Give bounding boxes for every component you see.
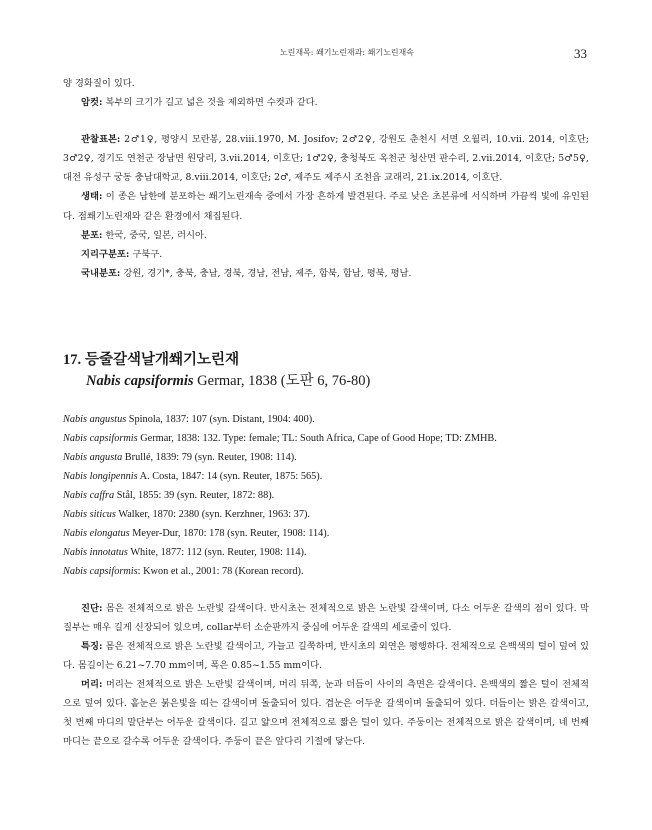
ecology-paragraph <box>63 187 589 225</box>
synonym-name: Nabis capsiformis <box>63 565 138 577</box>
features-label: 특징: <box>81 640 103 652</box>
distribution-paragraph <box>63 226 589 245</box>
body-text <box>63 74 589 751</box>
distribution-text: 한국, 중국, 일본, 러시아. <box>105 229 207 241</box>
female-label: 암컷: <box>81 97 103 109</box>
synonym-name: Nabis angustus <box>63 413 127 425</box>
domestic-label: 국내분포: <box>81 267 121 279</box>
synonym-list <box>63 411 589 582</box>
description <box>63 599 589 752</box>
species-korean-name: 등줄갈색날개쐐기노린재 <box>85 351 240 368</box>
synonym-name: Nabis caffra <box>63 489 115 501</box>
synonym-name: Nabis elongatus <box>63 527 130 539</box>
head-label: 머리: <box>81 678 103 690</box>
species-number: 17. <box>63 351 82 368</box>
page-number: 33 <box>574 46 587 61</box>
domestic-text: 강원, 경기*, 충북, 충남, 경북, 경남, 전남, 제주, 함북, 함남, 평북, 평남. <box>123 267 412 279</box>
synonym-text: A. Costa, 1847: 14 (syn. Reuter, 1875: 565). <box>137 470 323 482</box>
zoogeography-paragraph <box>63 245 589 264</box>
synonym-entry <box>63 411 589 430</box>
domestic-paragraph <box>63 264 589 283</box>
specimens-label: 관찰표본: <box>81 134 121 146</box>
synonym-name: Nabis longipennis <box>63 470 138 482</box>
diagnosis-text: 몸은 전체적으로 밝은 노란빛 갈색이다. 반시초는 전체적으로 밝은 노란빛 갈색이며, 다소 어두운 갈색의 점이 있다. 막질부는 매우 길게 신장되어 있으며, collar부터 소순판까지 중심에 어두운 갈색의 세로줄이 있다. <box>63 602 589 633</box>
synonym-name: Nabis innotatus <box>63 546 128 558</box>
continuation-text: 양 경화질이 있다. <box>63 78 135 89</box>
synonym-text: Stål, 1855: 39 (syn. Reuter, 1872: 88). <box>114 489 275 501</box>
synonym-name: Nabis capsiformis <box>63 432 138 444</box>
distribution-label: 분포: <box>81 229 103 241</box>
female-paragraph <box>63 93 589 112</box>
female-text: 복부의 크기가 길고 넓은 것을 제외하면 수컷과 같다. <box>105 97 318 109</box>
synonym-entry <box>63 506 589 525</box>
zoogeography-text: 구북구. <box>132 248 163 260</box>
synonym-text: Meyer-Dur, 1870: 178 (syn. Reuter, 1908: 114). <box>129 527 330 539</box>
synonym-text: : Kwon et al., 2001: 78 (Korean record). <box>137 565 304 577</box>
ecology-label: 생태: <box>81 191 103 203</box>
synonym-entry <box>63 449 589 468</box>
features-paragraph <box>63 637 589 675</box>
specimens-paragraph <box>63 130 589 187</box>
synonym-entry <box>63 468 589 487</box>
species-scientific-name: Nabis capsiformis <box>86 372 194 389</box>
running-head <box>0 46 652 62</box>
diagnosis-label: 진단: <box>81 602 103 614</box>
synonym-entry <box>63 487 589 506</box>
synonym-entry <box>63 544 589 563</box>
synonym-text: Spinola, 1837: 107 (syn. Distant, 1904: 400). <box>126 413 315 425</box>
synonym-entry <box>63 563 589 582</box>
synonym-text: Germar, 1838: 132. Type: female; TL: South Africa, Cape of Good Hope; TD: ZMHB. <box>137 432 497 444</box>
running-head-title: 노린재목: 쐐기노린재과: 쐐기노린재속 <box>279 48 414 57</box>
species-plate: (도판 6, 76-80) <box>280 372 371 389</box>
synonym-text: White, 1877: 112 (syn. Reuter, 1908: 114). <box>127 546 307 558</box>
ecology-text: 이 종은 남한에 분포하는 쐐기노린재속 중에서 가장 흔하게 발견된다. 주로 낮은 초본류에 서식하며 가끔씩 빛에 유인된다. 점쐐기노린재와 같은 환경에서 채집된다. <box>63 191 589 222</box>
head-text: 머리는 전체적으로 밝은 노란빛 갈색이며, 머리 뒤쪽, 눈과 더듬이 사이의 측면은 갈색이다. 은백색의 짧은 털이 전체적으로 덮여 있다. 홑눈은 붉은빛을 띠는 갈색이며 돌출되어 있다. 겹눈은 어두운 갈색이며 돌출되어 있다. 더듬이는 밝은 갈색이고, 첫 번째 마디의 말단부는 어두운 갈색이다. 길고 얇으며 전체적으로 짧은 털이 있다. 주둥이는 전체적으로 밝은 갈색이며, 네 번째 마디는 끝으로 갈수록 어두운 갈색이다. 주둥이 끝은 앞다리 기절에 닿는다. <box>63 678 589 748</box>
features-text: 몸은 전체적으로 밝은 노란빛 갈색이고, 가늘고 길쭉하며, 반시초의 외연은 평행하다. 전체적으로 은백색의 털이 덮여 있다. 몸길이는 6.21~7.70 mm이며, 폭은 0.85~1.55 mm이다. <box>63 640 589 671</box>
species-authority: Germar, 1838 <box>197 372 278 389</box>
synonym-text: Brullé, 1839: 79 (syn. Reuter, 1908: 114). <box>122 451 297 463</box>
zoogeography-label: 지리구분포: <box>81 248 130 260</box>
species-heading <box>63 350 589 392</box>
head-paragraph <box>63 675 589 751</box>
diagnosis-paragraph <box>63 599 589 637</box>
specimens-text: 2♂1♀, 평양시 모란봉, 28.viii.1970, M. Josifov; 2♂2♀, 강원도 춘천시 서면 오월리, 10.vii. 2014, 이호단; 3♂2♀, 경기도 연천군 장남면 원당리, 3.vii.2014, 이호단; 1♂2♀, 충청북도 옥천군 청산면 판수리, 2.vii.2014, 이호단; 5♂5♀, 대전 유성구 궁동 충남대학교, 8.viii.2014, 이호단; 2♂, 제주도 제주시 조천읍 교래리, 21.ix.2014, 이호단. <box>63 134 589 184</box>
synonym-name: Nabis siticus <box>63 508 116 520</box>
synonym-text: Walker, 1870: 2380 (syn. Kerzhner, 1963: 37). <box>115 508 310 520</box>
synonym-name: Nabis angusta <box>63 451 123 463</box>
synonym-entry <box>63 430 589 449</box>
synonym-entry <box>63 525 589 544</box>
